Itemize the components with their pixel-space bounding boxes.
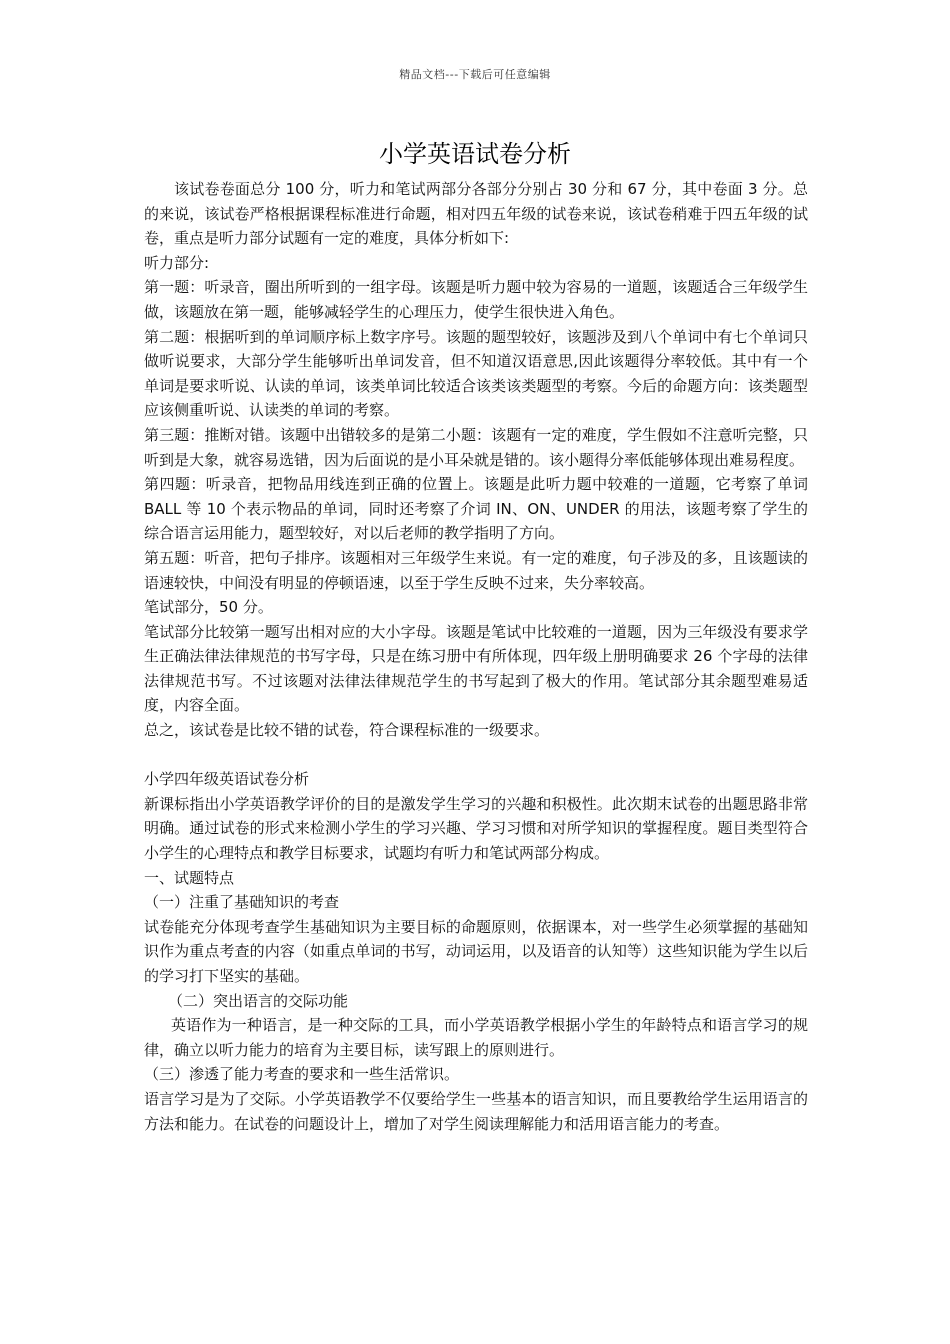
subsection-2-heading: （二）突出语言的交际功能 xyxy=(168,991,349,1010)
header-note: 精品文档---下载后可任意编辑 xyxy=(399,68,551,81)
subsection-1-paragraph: 试卷能充分体现考查学生基础知识为主要目标的命题原则，依据课本，对一些学生必须掌握的基础知识作为重点考查的内容（如重点单词的书写，动词运用，以及语音的认知等）这些知识能为学生以后的学习打下坚实的基础。 xyxy=(144,917,808,985)
written-paragraph: 笔试部分比较第一题写出相对应的大小字母。该题是笔试中比较难的一道题，因为三年级没有要求学生正确法律法律规范的书写字母，只是在练习册中有所体现，四年级上册明确要求 26 个字母的法律法律规范书写。不过该题对法律法律规范学生的书写起到了极大的作用。笔试部分其余题型难易适度，内容全面。 xyxy=(144,622,808,715)
features-heading: 一、试题特点 xyxy=(144,868,235,887)
listening-heading: 听力部分: xyxy=(144,253,210,272)
section2-heading: 小学四年级英语试卷分析 xyxy=(144,770,310,789)
written-heading: 笔试部分，50 分。 xyxy=(144,598,273,617)
conclusion-paragraph: 总之，该试卷是比较不错的试卷，符合课程标准的一级要求。 xyxy=(144,721,550,740)
question-1-paragraph: 第一题：听录音，圈出所听到的一组字母。该题是听力题中较为容易的一道题，该题适合三年级学生做，该题放在第一题，能够减轻学生的心理压力，使学生很快进入角色。 xyxy=(144,278,808,321)
question-2-paragraph: 第二题：根据听到的单词顺序标上数字序号。该题的题型较好，该题涉及到八个单词中有七个单词只做听说要求，大部分学生能够听出单词发音，但不知道汉语意思,因此该题得分率较低。其中有一个单词是要求听说、认读的单词，该类单词比较适合该类该类题型的考察。今后的命题方向：该类题型应该侧重听说、认读类的单词的考察。 xyxy=(144,327,808,420)
document-title: 小学英语试卷分析 xyxy=(379,140,571,168)
intro-paragraph: 该试卷卷面总分 100 分，听力和笔试两部分各部分分别占 30 分和 67 分，其中卷面 3 分。总的来说，该试卷严格根据课程标准进行命题，相对四五年级的试卷来说，该试卷稍难于四五年级的试卷，重点是听力部分试题有一定的难度，具体分析如下: xyxy=(144,180,808,248)
section-spacer xyxy=(144,743,808,768)
subsection-3-heading: （三）渗透了能力考查的要求和一些生活常识。 xyxy=(144,1065,460,1084)
question-3-paragraph: 第三题：推断对错。该题中出错较多的是第二小题：该题有一定的难度，学生假如不注意听完整，只听到是大象，就容易选错，因为后面说的是小耳朵就是错的。该小题得分率低能够体现出难易程度。 xyxy=(144,425,808,469)
subsection-3-paragraph: 语言学习是为了交际。小学英语教学不仅要给学生一些基本的语言知识，而且要教给学生运用语言的方法和能力。在试卷的问题设计上，增加了对学生阅读理解能力和活用语言能力的考查。 xyxy=(144,1089,808,1133)
subsection-1-heading: （一）注重了基础知识的考查 xyxy=(144,893,340,912)
question-5-paragraph: 第五题：听音，把句子排序。该题相对三年级学生来说。有一定的难度，句子涉及的多，且该题读的语速较快，中间没有明显的停顿语速，以至于学生反映不过来，失分率较高。 xyxy=(144,548,808,592)
section2-intro: 新课标指出小学英语教学评价的目的是激发学生学习的兴趣和积极性。此次期末试卷的出题思路非常明确。通过试卷的形式来检测小学生的学习兴趣、学习习惯和对所学知识的掌握程度。题目类型符合小学生的心理特点和教学目标要求，试题均有听力和笔试两部分构成。 xyxy=(144,794,808,863)
document-body xyxy=(144,177,808,1136)
question-4-paragraph: 第四题：听录音，把物品用线连到正确的位置上。该题是此听力题中较难的一道题，它考察了单词 BALL 等 10 个表示物品的单词，同时还考察了介词 IN、ON、UNDER 的用法，该题考察了学生的综合语言运用能力，题型较好，对以后老师的教学指明了方向。 xyxy=(144,475,808,543)
subsection-2-paragraph: 英语作为一种语言，是一种交际的工具，而小学英语教学根据小学生的年龄特点和语言学习的规律，确立以听力能力的培育为主要目标，读写跟上的原则进行。 xyxy=(144,1016,808,1059)
